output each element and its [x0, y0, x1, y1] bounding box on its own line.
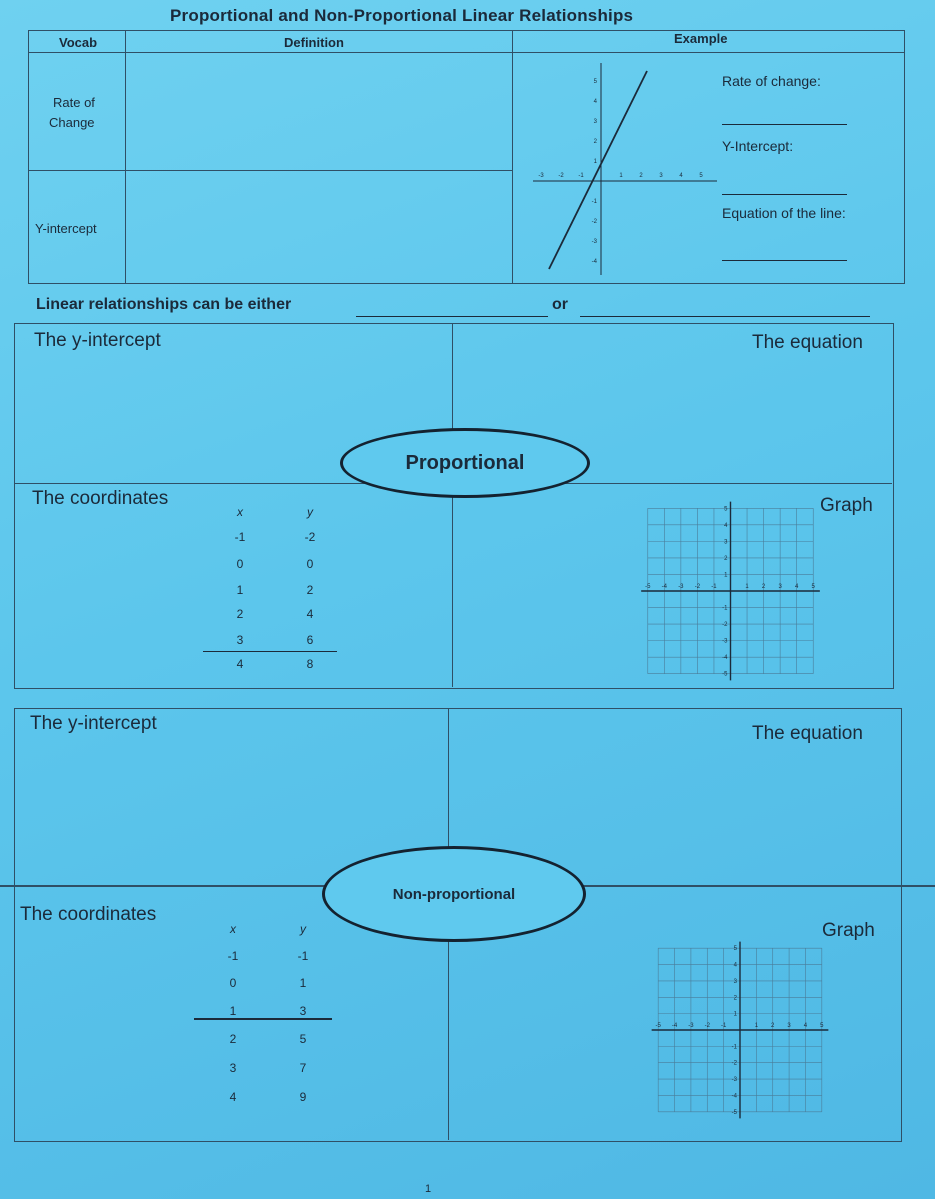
prop-coordinates-label: The coordinates	[32, 488, 169, 509]
y-tick-label: 1	[724, 572, 728, 579]
table-rule	[203, 651, 337, 652]
cell-x: -1	[234, 530, 246, 544]
rate-of-change-label: Rate of change:	[722, 73, 821, 89]
definition-header: Definition	[284, 35, 344, 50]
table-row	[218, 1061, 348, 1085]
example-graph	[529, 59, 719, 279]
table-row	[218, 949, 348, 973]
x-tick-label: 1	[619, 173, 623, 179]
table-row	[225, 657, 355, 681]
cell-x: 2	[236, 607, 244, 621]
y-tick-label: -2	[722, 622, 728, 629]
cell-y: -1	[297, 949, 309, 963]
y-tick-label: 3	[593, 119, 597, 125]
nonproportional-oval: Non-proportional	[322, 846, 586, 942]
y-tick-label: -1	[591, 199, 597, 205]
table-row	[218, 1032, 348, 1056]
intercept-blank[interactable]	[722, 194, 847, 195]
cell-x: 4	[229, 1090, 237, 1104]
cell-y: 7	[299, 1061, 307, 1075]
prop-graph-label: Graph	[820, 495, 873, 516]
cell-y: 3	[299, 1004, 307, 1018]
x-tick-label: 1	[754, 1023, 759, 1029]
x-tick-label: -3	[688, 1023, 694, 1029]
x-tick-label: -1	[578, 173, 584, 179]
cell-y: 6	[306, 633, 314, 647]
prop-equation-label: The equation	[752, 332, 863, 353]
vocab-table	[28, 30, 905, 284]
nonprop-equation-label: The equation	[752, 723, 863, 744]
x-tick-label: -2	[558, 173, 564, 179]
y-tick-label: -3	[591, 239, 597, 245]
x-tick-label: 3	[659, 173, 663, 179]
worksheet-title: Proportional and Non-Proportional Linear Relationships	[170, 6, 634, 25]
header-x: x	[230, 922, 236, 936]
x-tick-label: 4	[803, 1023, 808, 1029]
term-rate-line2: Change	[49, 115, 95, 130]
divider	[452, 323, 453, 687]
table-header-row	[218, 922, 348, 946]
example-header: Example	[674, 31, 728, 46]
prop-coordinate-grid	[638, 500, 823, 682]
equation-label: Equation of the line:	[722, 205, 846, 221]
cell-y: 2	[306, 583, 314, 597]
cell-y: -2	[304, 530, 316, 544]
x-tick-label: -2	[694, 584, 701, 590]
x-tick-label: 4	[795, 584, 799, 590]
x-tick-label: -2	[704, 1023, 710, 1029]
divider	[125, 31, 126, 283]
equation-blank[interactable]	[722, 260, 847, 261]
table-row	[218, 1004, 348, 1028]
term-y-intercept: Y-intercept	[35, 221, 97, 236]
y-tick-label: 1	[733, 1011, 737, 1018]
y-tick-label: -2	[731, 1060, 737, 1067]
table-row	[225, 633, 355, 657]
cell-x: 3	[236, 633, 244, 647]
cell-y: 9	[299, 1090, 307, 1104]
nonprop-graph-label: Graph	[822, 920, 875, 941]
cell-x: 0	[229, 976, 237, 990]
header-x: x	[237, 505, 243, 519]
x-tick-label: 2	[761, 584, 766, 590]
y-tick-label: -4	[591, 259, 597, 265]
cell-y: 4	[306, 607, 314, 621]
x-tick-label: 5	[811, 584, 815, 590]
y-tick-label: 4	[733, 962, 737, 969]
x-tick-label: -4	[661, 584, 667, 590]
divider	[29, 170, 512, 171]
y-tick-label: 2	[733, 995, 737, 1002]
cell-y: 1	[299, 976, 307, 990]
sentence-or: or	[552, 296, 568, 313]
blank-1[interactable]	[356, 316, 548, 317]
blank-2[interactable]	[580, 316, 870, 317]
y-tick-label: -2	[591, 219, 597, 225]
y-tick-label: -4	[722, 655, 728, 662]
linear-relationships-sentence	[36, 296, 291, 314]
y-tick-label: 5	[724, 506, 728, 513]
y-tick-label: 4	[593, 99, 597, 105]
y-tick-label: -3	[731, 1077, 737, 1084]
example-line	[549, 71, 647, 269]
y-intercept-label: Y-Intercept:	[722, 138, 794, 154]
y-tick-label: 5	[593, 79, 597, 85]
header-y: y	[300, 922, 306, 936]
cell-y: 5	[299, 1032, 307, 1046]
y-tick-label: -5	[731, 1109, 737, 1116]
proportional-oval: Proportional	[340, 428, 590, 498]
x-tick-label: 4	[679, 173, 683, 179]
prop-y-intercept-label: The y-intercept	[34, 330, 161, 351]
y-tick-label: -1	[731, 1044, 737, 1051]
x-tick-label: -4	[671, 1023, 678, 1029]
cell-y: 0	[306, 557, 314, 571]
cell-y: 8	[306, 657, 314, 671]
nonprop-coordinate-grid	[650, 935, 830, 1125]
cell-x: 1	[229, 1004, 237, 1018]
y-tick-label: 2	[724, 555, 728, 562]
table-row	[225, 557, 355, 581]
cell-x: 0	[236, 557, 244, 571]
cell-x: 2	[229, 1032, 237, 1046]
y-tick-label: 3	[733, 978, 737, 985]
y-tick-label: 5	[733, 946, 737, 953]
x-tick-label: -5	[645, 584, 651, 590]
x-tick-label: 3	[787, 1023, 791, 1029]
x-tick-label: -1	[711, 584, 717, 590]
table-row	[225, 530, 355, 554]
table-row	[218, 1090, 348, 1114]
x-tick-label: 5	[820, 1023, 824, 1029]
divider	[512, 31, 513, 283]
cell-x: -1	[227, 949, 239, 963]
vocab-header: Vocab	[59, 35, 98, 50]
table-header-row	[225, 505, 355, 529]
x-tick-label: -5	[655, 1023, 661, 1029]
rate-blank[interactable]	[722, 124, 847, 125]
cell-x: 4	[236, 657, 244, 671]
y-tick-label: -1	[722, 605, 728, 612]
table-row	[225, 583, 355, 607]
y-tick-label: -3	[722, 638, 728, 645]
x-tick-label: 5	[699, 173, 703, 179]
y-tick-label: -5	[722, 671, 728, 678]
x-tick-label: 2	[771, 1023, 775, 1029]
y-tick-label: -4	[731, 1093, 737, 1100]
y-tick-label: 1	[593, 159, 597, 165]
table-row	[218, 976, 348, 1000]
x-tick-label: -1	[720, 1023, 727, 1029]
sentence-text: Linear relationships can be either	[36, 296, 292, 313]
term-rate-line1: Rate of	[53, 95, 95, 110]
x-tick-label: 1	[745, 584, 749, 590]
header-y: y	[307, 505, 313, 519]
cell-x: 1	[236, 583, 244, 597]
nonprop-coordinates-label: The coordinates	[20, 904, 157, 925]
page-number: 1	[425, 1183, 432, 1195]
table-rule	[194, 1018, 332, 1020]
x-tick-label: -3	[678, 584, 684, 590]
table-row	[225, 607, 355, 631]
y-tick-label: 3	[724, 539, 728, 546]
x-tick-label: 3	[778, 584, 782, 590]
cell-x: 3	[229, 1061, 237, 1075]
y-tick-label: 2	[593, 139, 597, 145]
x-tick-label: -3	[538, 173, 544, 179]
nonprop-y-intercept-label: The y-intercept	[30, 713, 157, 734]
divider	[29, 52, 904, 53]
x-tick-label: 2	[639, 173, 643, 179]
y-tick-label: 4	[724, 522, 728, 529]
